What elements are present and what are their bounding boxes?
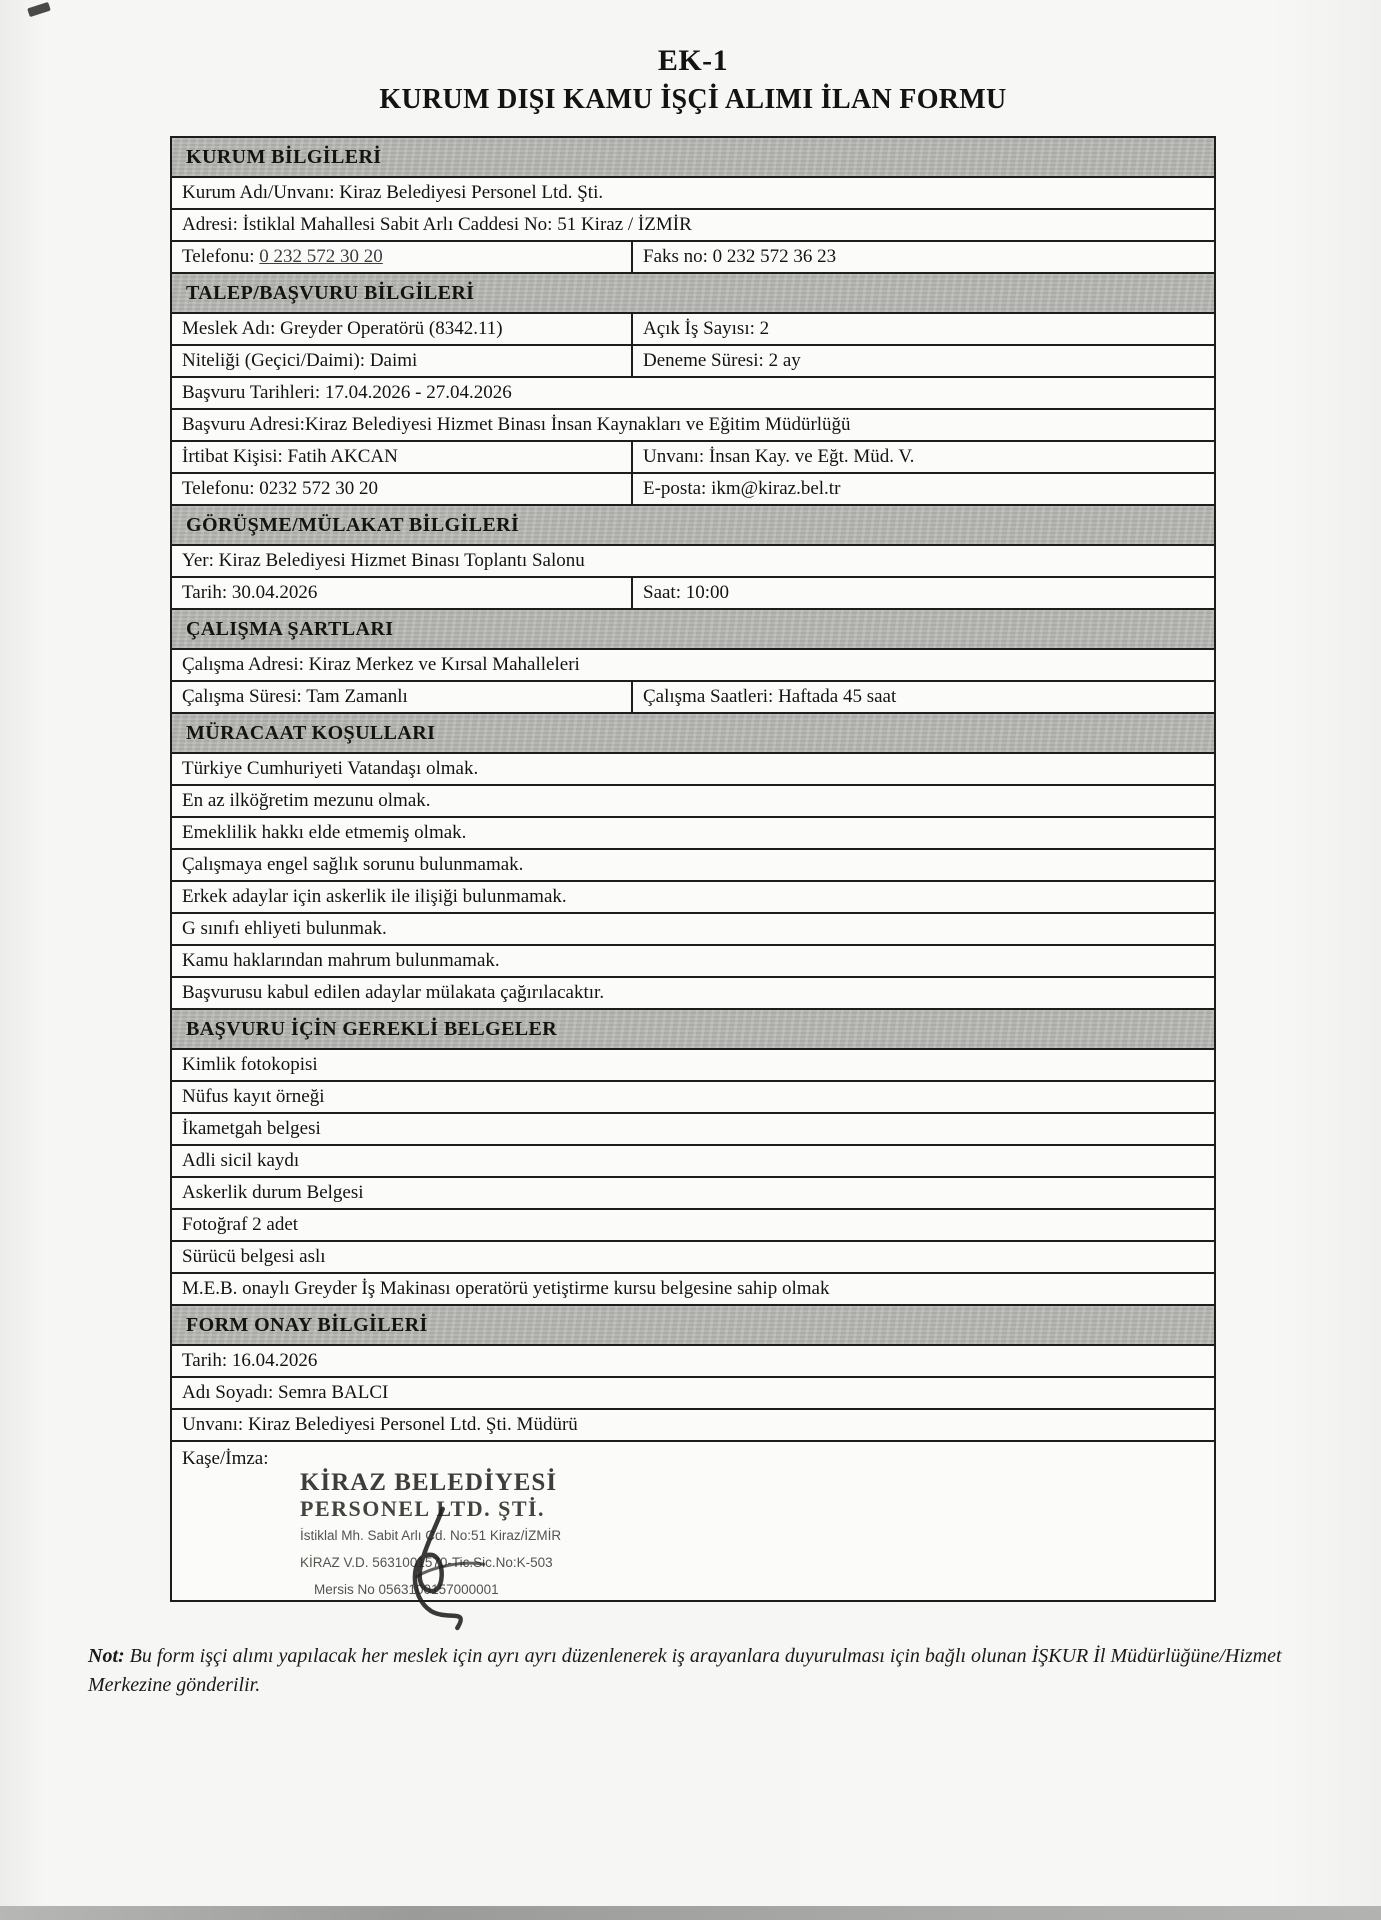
kase-imza-label: Kaşe/İmza:: [182, 1448, 269, 1469]
document-titles: [170, 44, 1216, 116]
document-item: İkametgah belgesi: [172, 1112, 1214, 1144]
row-gorusme-tarih-saat: [172, 576, 1214, 608]
requirement-item: En az ilköğretim mezunu olmak.: [172, 784, 1214, 816]
cell-acik-is-sayisi: Açık İş Sayısı: 2: [643, 318, 770, 339]
stamp-tax-info: KİRAZ V.D. 5631001570-Tic.Sic.No:K-503: [300, 1555, 553, 1570]
row-onay-adi-soyadi: Adı Soyadı: Semra BALCI: [172, 1376, 1214, 1408]
section-header-talep-basvuru: TALEP/BAŞVURU BİLGİLERİ: [172, 272, 1214, 312]
page-title: KURUM DIŞI KAMU İŞÇİ ALIMI İLAN FORMU: [379, 84, 1007, 115]
document-item: Nüfus kayıt örneği: [172, 1080, 1214, 1112]
document-item: Adli sicil kaydı: [172, 1144, 1214, 1176]
section-header-muracaat-kosullari: MÜRACAAT KOŞULLARI: [172, 712, 1214, 752]
requirement-item: Türkiye Cumhuriyeti Vatandaşı olmak.: [172, 752, 1214, 784]
row-calisma-adresi: Çalışma Adresi: Kiraz Merkez ve Kırsal Mahalleleri: [172, 648, 1214, 680]
stamp-address: İstiklal Mh. Sabit Arlı Cd. No:51 Kiraz/İZMİR: [300, 1528, 562, 1543]
document-item: M.E.B. onaylı Greyder İş Makinası operatörü yetiştirme kursu belgesine sahip olmak: [172, 1272, 1214, 1304]
footer-note-label: Not:: [88, 1645, 125, 1667]
cell-calisma-saatleri: Çalışma Saatleri: Haftada 45 saat: [643, 686, 897, 707]
requirement-item: Erkek adaylar için askerlik ile ilişiği bulunmamak.: [172, 880, 1214, 912]
requirement-item: Kamu haklarından mahrum bulunmamak.: [172, 944, 1214, 976]
row-basvuru-adresi: Başvuru Adresi:Kiraz Belediyesi Hizmet Binası İnsan Kaynakları ve Eğitim Müdürlüğü: [172, 408, 1214, 440]
cell-calisma-suresi: Çalışma Süresi: Tam Zamanlı: [172, 682, 633, 712]
cell-gorusme-saat: Saat: 10:00: [643, 582, 730, 603]
row-irtibat-unvan: [172, 440, 1214, 472]
cell-niteligi: Niteliği (Geçici/Daimi): Daimi: [172, 346, 633, 376]
kurum-telefonu-number: 0 232 572 30 20: [259, 246, 383, 267]
scan-artifact-mark: [27, 2, 51, 17]
section-header-kurum-bilgileri: KURUM BİLGİLERİ: [172, 138, 1214, 176]
cell-eposta: E-posta: ikm@kiraz.bel.tr: [643, 478, 841, 499]
section-header-gorusme-mulakat: GÖRÜŞME/MÜLAKAT BİLGİLERİ: [172, 504, 1214, 544]
cell-kurum-faks: Faks no: 0 232 572 36 23: [643, 246, 837, 267]
row-niteligi-deneme: [172, 344, 1214, 376]
requirement-item: Emeklilik hakkı elde etmemiş olmak.: [172, 816, 1214, 848]
document-item: Kimlik fotokopisi: [172, 1048, 1214, 1080]
company-stamp: [300, 1470, 660, 1602]
kurum-telefonu-label: Telefonu:: [182, 246, 255, 267]
row-kurum-adresi: Adresi: İstiklal Mahallesi Sabit Arlı Caddesi No: 51 Kiraz / İZMİR: [172, 208, 1214, 240]
cell-deneme-suresi: Deneme Süresi: 2 ay: [643, 350, 801, 371]
section-header-gerekli-belgeler: BAŞVURU İÇİN GEREKLİ BELGELER: [172, 1008, 1214, 1048]
annex-label: EK-1: [657, 44, 729, 77]
stamp-company-name-line1: KİRAZ BELEDİYESİ: [300, 1469, 558, 1496]
cell-meslek-adi: Meslek Adı: Greyder Operatörü (8342.11): [172, 314, 633, 344]
cell-kurum-telefonu: [172, 242, 633, 272]
row-kase-imza: [172, 1440, 1214, 1600]
section-header-form-onay: FORM ONAY BİLGİLERİ: [172, 1304, 1214, 1344]
row-basvuru-tarihleri: Başvuru Tarihleri: 17.04.2026 - 27.04.2026: [172, 376, 1214, 408]
scan-edge-artifact: [0, 1906, 1381, 1920]
cell-irtibat-kisisi: İrtibat Kişisi: Fatih AKCAN: [172, 442, 633, 472]
cell-gorusme-tarih: Tarih: 30.04.2026: [172, 578, 633, 608]
row-calisma-suresi-saatleri: [172, 680, 1214, 712]
stamp-mersis-no: Mersis No 0563100157000001: [314, 1582, 499, 1597]
document-item: Sürücü belgesi aslı: [172, 1240, 1214, 1272]
requirement-item: G sınıfı ehliyeti bulunmak.: [172, 912, 1214, 944]
requirement-item: Çalışmaya engel sağlık sorunu bulunmamak.: [172, 848, 1214, 880]
cell-talep-telefonu: Telefonu: 0232 572 30 20: [172, 474, 633, 504]
row-onay-tarih: Tarih: 16.04.2026: [172, 1344, 1214, 1376]
section-header-calisma-sartlari: ÇALIŞMA ŞARTLARI: [172, 608, 1214, 648]
stamp-company-name-line2: PERSONEL LTD. ŞTİ.: [300, 1496, 546, 1521]
row-kurum-adi: Kurum Adı/Unvanı: Kiraz Belediyesi Personel Ltd. Şti.: [172, 176, 1214, 208]
footer-note: [88, 1642, 1291, 1700]
requirement-item: Başvurusu kabul edilen adaylar mülakata çağırılacaktır.: [172, 976, 1214, 1008]
cell-irtibat-unvani: Unvanı: İnsan Kay. ve Eğt. Müd. V.: [643, 446, 915, 467]
row-telefon-eposta: [172, 472, 1214, 504]
document-item: Fotoğraf 2 adet: [172, 1208, 1214, 1240]
footer-note-text: Bu form işçi alımı yapılacak her meslek için ayrı ayrı düzenlenerek iş arayanlara duyurulması için bağlı olunan İŞKUR İl Müdürlüğüne/Hizmet Merkezine gönderilir.: [88, 1645, 1282, 1696]
row-gorusme-yer: Yer: Kiraz Belediyesi Hizmet Binası Toplantı Salonu: [172, 544, 1214, 576]
document-item: Askerlik durum Belgesi: [172, 1176, 1214, 1208]
row-telefon-faks: [172, 240, 1214, 272]
row-onay-unvani: Unvanı: Kiraz Belediyesi Personel Ltd. Şti. Müdürü: [172, 1408, 1214, 1440]
row-meslek-acikis: [172, 312, 1214, 344]
form-table: [170, 136, 1216, 1602]
